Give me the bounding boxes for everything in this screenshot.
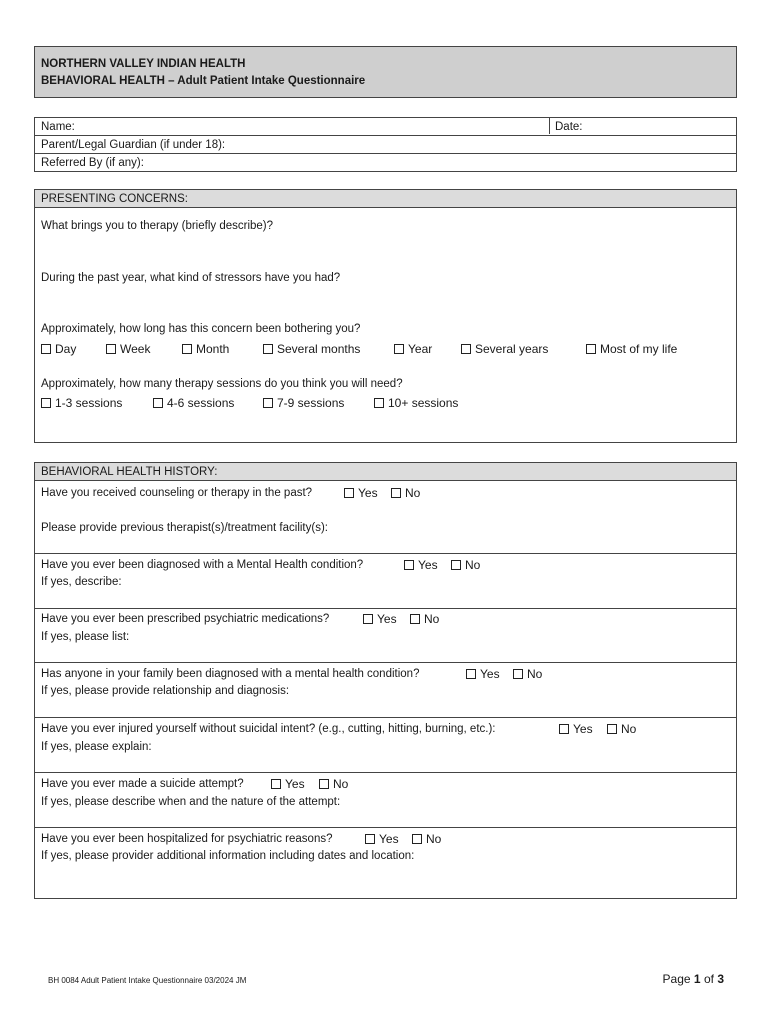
form-id: BH 0084 Adult Patient Intake Questionnaire 03/2024 JM — [48, 976, 247, 985]
date-label: Date: — [555, 121, 583, 133]
checkbox-icon — [319, 779, 329, 789]
referred-label: Referred By (if any): — [41, 157, 144, 169]
checkbox-several-months[interactable]: Several months — [263, 342, 360, 356]
question-reason: What brings you to therapy (briefly describe)? — [41, 220, 274, 232]
followup-suicide-attempt: If yes, please describe when and the nature of the attempt: — [41, 796, 341, 808]
checkbox-icon — [586, 344, 596, 354]
checkbox-icon — [374, 398, 384, 408]
followup-hospitalized: If yes, please provider additional information including dates and location: — [41, 850, 415, 862]
question-sessions: Approximately, how many therapy sessions do you think you will need? — [41, 378, 403, 390]
form-header — [34, 46, 737, 98]
checkbox-icon — [410, 614, 420, 624]
checkbox-month[interactable]: Month — [182, 342, 229, 356]
medications-yes[interactable]: Yes — [363, 612, 397, 626]
checkbox-icon — [559, 724, 569, 734]
diagnosed-no[interactable]: No — [451, 558, 480, 572]
checkbox-icon — [607, 724, 617, 734]
form-title: BEHAVIORAL HEALTH – Adult Patient Intake Questionnaire — [41, 75, 366, 87]
followup-past-therapy: Please provide previous therapist(s)/treatment facility(s): — [41, 522, 328, 534]
presenting-title: PRESENTING CONCERNS: — [41, 193, 188, 205]
question-past-therapy: Have you received counseling or therapy in the past? — [41, 487, 313, 499]
followup-self-injury: If yes, please explain: — [41, 741, 152, 753]
checkbox-icon — [363, 614, 373, 624]
checkbox-icon — [466, 669, 476, 679]
diagnosed-yes[interactable]: Yes — [404, 558, 438, 572]
checkbox-icon — [263, 344, 273, 354]
past-therapy-no[interactable]: No — [391, 486, 420, 500]
checkbox-icon — [182, 344, 192, 354]
checkbox-day[interactable]: Day — [41, 342, 76, 356]
question-family-history: Has anyone in your family been diagnosed with a mental health condition? — [41, 668, 420, 680]
behavioral-history-section — [34, 462, 737, 899]
history-title: BEHAVIORAL HEALTH HISTORY: — [41, 466, 218, 478]
checkbox-icon — [153, 398, 163, 408]
checkbox-icon — [513, 669, 523, 679]
checkbox-icon — [41, 398, 51, 408]
suicide-attempt-no[interactable]: No — [319, 777, 348, 791]
checkbox-year[interactable]: Year — [394, 342, 432, 356]
followup-medications: If yes, please list: — [41, 631, 130, 643]
checkbox-several-years[interactable]: Several years — [461, 342, 548, 356]
followup-diagnosed: If yes, describe: — [41, 576, 122, 588]
question-hospitalized: Have you ever been hospitalized for psychiatric reasons? — [41, 833, 333, 845]
self-injury-yes[interactable]: Yes — [559, 722, 593, 736]
followup-family-history: If yes, please provide relationship and diagnosis: — [41, 685, 290, 697]
self-injury-no[interactable]: No — [607, 722, 636, 736]
checkbox-icon — [263, 398, 273, 408]
presenting-concerns-section — [34, 189, 737, 443]
question-duration: Approximately, how long has this concern been bothering you? — [41, 323, 361, 335]
past-therapy-yes[interactable]: Yes — [344, 486, 378, 500]
hospitalized-no[interactable]: No — [412, 832, 441, 846]
checkbox-10-plus-sessions[interactable]: 10+ sessions — [374, 396, 458, 410]
checkbox-icon — [106, 344, 116, 354]
checkbox-week[interactable]: Week — [106, 342, 150, 356]
checkbox-icon — [404, 560, 414, 570]
checkbox-1-3-sessions[interactable]: 1-3 sessions — [41, 396, 122, 410]
checkbox-icon — [461, 344, 471, 354]
checkbox-7-9-sessions[interactable]: 7-9 sessions — [263, 396, 344, 410]
question-stressors: During the past year, what kind of stressors have you had? — [41, 272, 341, 284]
hospitalized-yes[interactable]: Yes — [365, 832, 399, 846]
checkbox-icon — [451, 560, 461, 570]
question-diagnosed: Have you ever been diagnosed with a Mental Health condition? — [41, 559, 364, 571]
checkbox-icon — [41, 344, 51, 354]
patient-info-table — [34, 117, 737, 172]
family-history-no[interactable]: No — [513, 667, 542, 681]
checkbox-icon — [391, 488, 401, 498]
question-suicide-attempt: Have you ever made a suicide attempt? — [41, 778, 244, 790]
checkbox-icon — [344, 488, 354, 498]
family-history-yes[interactable]: Yes — [466, 667, 500, 681]
guardian-label: Parent/Legal Guardian (if under 18): — [41, 139, 226, 151]
suicide-attempt-yes[interactable]: Yes — [271, 777, 305, 791]
medications-no[interactable]: No — [410, 612, 439, 626]
checkbox-icon — [412, 834, 422, 844]
checkbox-icon — [394, 344, 404, 354]
org-name: NORTHERN VALLEY INDIAN HEALTH — [41, 58, 246, 70]
checkbox-icon — [271, 779, 281, 789]
checkbox-4-6-sessions[interactable]: 4-6 sessions — [153, 396, 234, 410]
question-medications: Have you ever been prescribed psychiatric medications? — [41, 613, 330, 625]
page-indicator: Page 1 of 3 — [662, 972, 724, 986]
checkbox-icon — [365, 834, 375, 844]
name-label: Name: — [41, 121, 75, 133]
question-self-injury: Have you ever injured yourself without suicidal intent? (e.g., cutting, hitting, burning, etc.): — [41, 723, 496, 735]
checkbox-most-of-life[interactable]: Most of my life — [586, 342, 677, 356]
